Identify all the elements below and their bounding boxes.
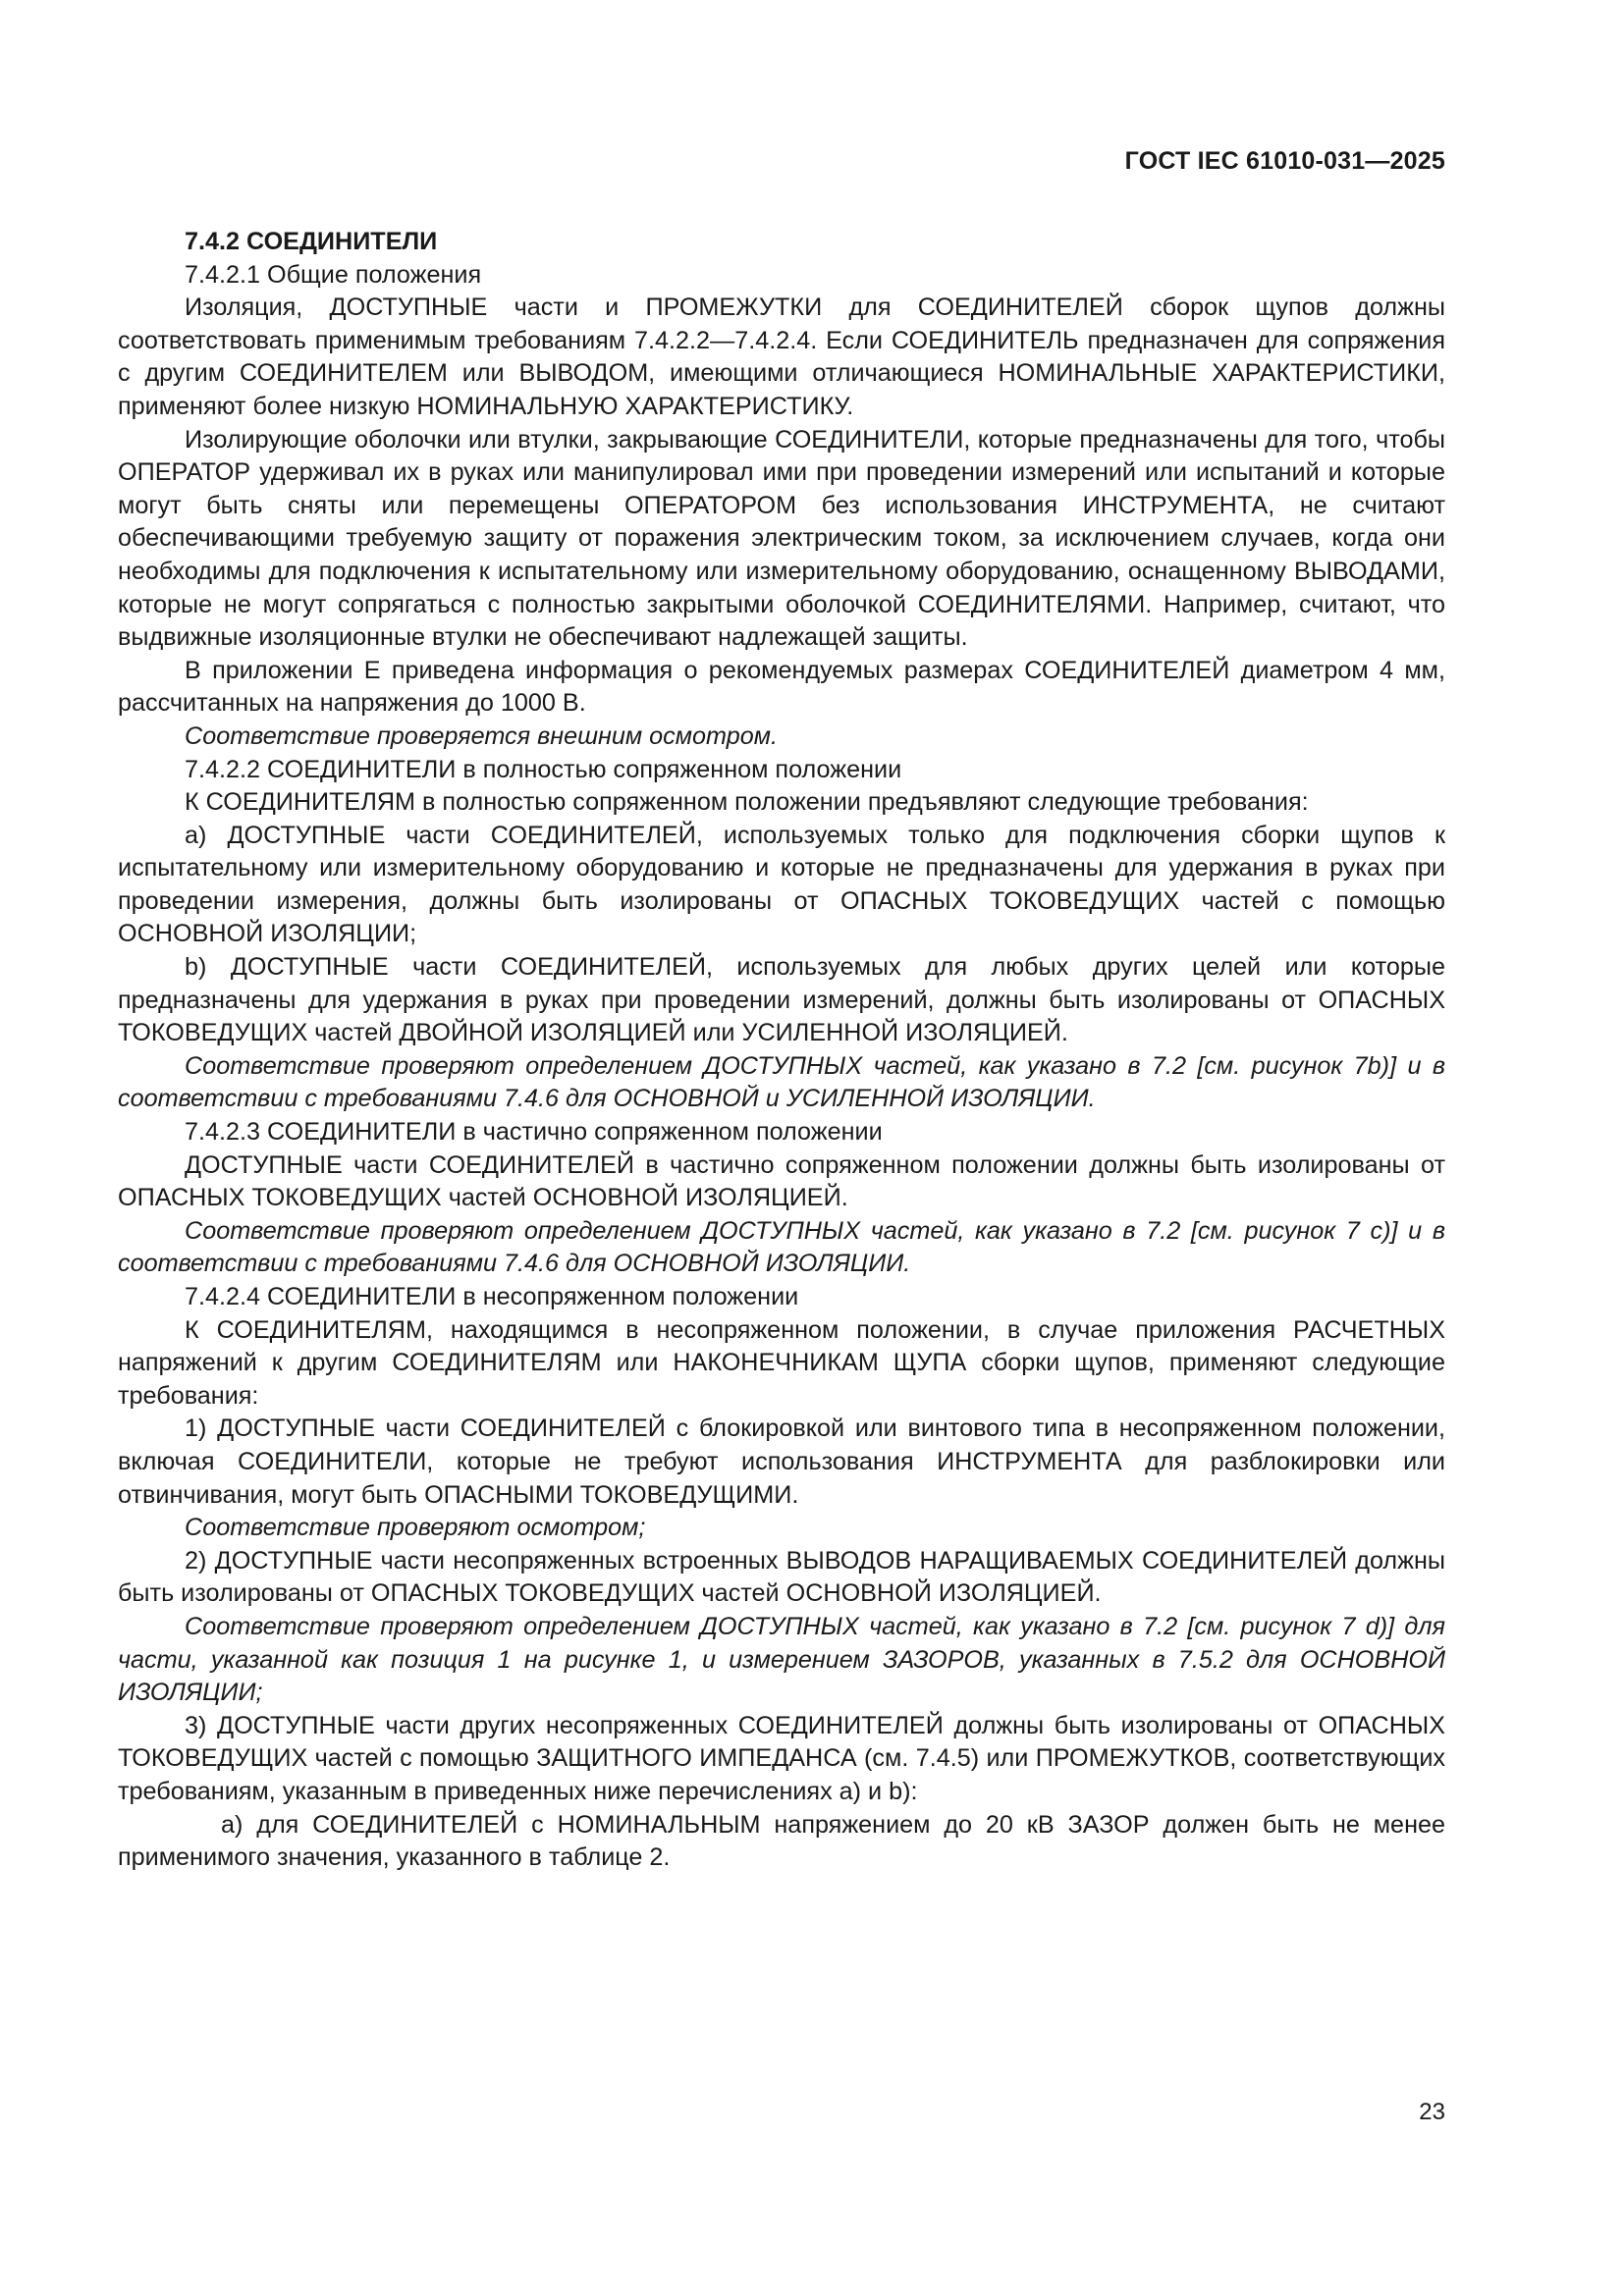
body-paragraph: Изоляция, ДОСТУПНЫЕ части и ПРОМЕЖУТКИ для СОЕДИНИТЕЛЕЙ сборок щупов должны соответствовать применимым требованиям 7.4.2.2—7.4.2.4. Если СОЕДИНИТЕЛЬ предназначен для сопряжения с другим СОЕДИНИТЕЛЕМ или ВЫВОДОМ, имеющими отличающиеся НОМИНАЛЬНЫЕ ХАРАКТЕРИСТИКИ, применяют более низкую НОМИНАЛЬНУЮ ХАРАКТЕРИСТИКУ.: [118, 294, 1445, 420]
body-paragraph: Изолирующие оболочки или втулки, закрывающие СОЕДИНИТЕЛИ, которые предназначены для того, чтобы ОПЕРАТОР удерживал их в руках или манипулировал ими при проведении измерений или испытаний и которые могут быть сняты или перемещены ОПЕРАТОРОМ без использования ИНСТРУМЕНТА, не считают обеспечивающими требуемую защиту от поражения электрическим током, за исключением случаев, когда они необходимы для подключения к испытательному или измерительному оборудованию, оснащенному ВЫВОДАМИ, которые не могут сопрягаться с полностью закрытыми оболочкой СОЕДИНИТЕЛЯМИ. Например, считают, что выдвижные изоляционные втулки не обеспечивают надлежащей защиты.: [118, 425, 1445, 652]
list-item: 3) ДОСТУПНЫЕ части других несопряженных СОЕДИНИТЕЛЕЙ должны быть изолированы от ОПАСНЫХ ТОКОВЕДУЩИХ частей с помощью ЗАЩИТНОГО ИМПЕДАНСА (см. 7.4.5) или ПРОМЕЖУТКОВ, соответствующих требованиям, указанным в приведенных ниже перечислениях а) и b):: [118, 1711, 1445, 1805]
list-item: b) ДОСТУПНЫЕ части СОЕДИНИТЕЛЕЙ, используемых для любых других целей или которые предназначены для удержания в руках при проведении измерений, должны быть изолированы от ОПАСНЫХ ТОКОВЕДУЩИХ частей ДВОЙНОЙ ИЗОЛЯЦИЕЙ или УСИЛЕННОЙ ИЗОЛЯЦИЕЙ.: [118, 953, 1445, 1047]
list-item: 1) ДОСТУПНЫЕ части СОЕДИНИТЕЛЕЙ с блокировкой или винтового типа в несопряженном положении, включая СОЕДИНИТЕЛИ, которые не требуют использования ИНСТРУМЕНТА для разблокировки или отвинчивания, могут быть ОПАСНЫМИ ТОКОВЕДУЩИМИ.: [118, 1415, 1445, 1509]
page-number: 23: [1419, 2099, 1445, 2125]
subsection-heading: 7.4.2.4 СОЕДИНИТЕЛИ в несопряженном положении: [185, 1283, 799, 1310]
compliance-note: Соответствие проверяют осмотром;: [185, 1514, 646, 1542]
compliance-note: Соответствие проверяют определением ДОСТУПНЫХ частей, как указано в 7.2 [см. рисунок 7b)] и в соответствии с требованиями 7.4.6 для ОСНОВНОЙ и УСИЛЕННОЙ ИЗОЛЯЦИИ.: [118, 1051, 1445, 1113]
body-paragraph: ДОСТУПНЫЕ части СОЕДИНИТЕЛЕЙ в частично сопряженном положении должны быть изолированы от ОПАСНЫХ ТОКОВЕДУЩИХ частей ОСНОВНОЙ ИЗОЛЯЦИЕЙ.: [118, 1150, 1445, 1212]
sub-list-item: а) для СОЕДИНИТЕЛЕЙ с НОМИНАЛЬНЫМ напряжением до 20 кВ ЗАЗОР должен быть не менее применимого значения, указанного в таблице 2.: [118, 1810, 1445, 1872]
page-body: [118, 226, 1445, 1875]
body-paragraph: В приложении Е приведена информация о рекомендуемых размерах СОЕДИНИТЕЛЕЙ диаметром 4 мм, рассчитанных на напряжения до 1000 В.: [118, 656, 1445, 718]
standard-header: ГОСТ IEC 61010-031—2025: [1124, 147, 1445, 175]
subsection-heading: 7.4.2.3 СОЕДИНИТЕЛИ в частично сопряженном положении: [185, 1118, 883, 1147]
list-item: a) ДОСТУПНЫЕ части СОЕДИНИТЕЛЕЙ, используемых только для подключения сборки щупов к испытательному или измерительному оборудованию и которые не предназначены для удержания в руках при проведении измерения, должны быть изолированы от ОПАСНЫХ ТОКОВЕДУЩИХ частей с помощью ОСНОВНОЙ ИЗОЛЯЦИИ;: [118, 821, 1445, 948]
compliance-note: Соответствие проверяют определением ДОСТУПНЫХ частей, как указано в 7.2 [см. рисунок 7 d)] для части, указанной как позиция 1 на рисунке 1, и измерением ЗАЗОРОВ, указанных в 7.5.2 для ОСНОВНОЙ ИЗОЛЯЦИИ;: [118, 1612, 1445, 1707]
subsection-heading: 7.4.2.2 СОЕДИНИТЕЛИ в полностью сопряженном положении: [185, 755, 902, 783]
compliance-note: Соответствие проверяют определением ДОСТУПНЫХ частей, как указано в 7.2 [см. рисунок 7 c)] и в соответствии с требованиями 7.4.6 для ОСНОВНОЙ ИЗОЛЯЦИИ.: [118, 1216, 1445, 1278]
compliance-note: Соответствие проверяется внешним осмотром.: [185, 721, 778, 750]
section-heading: 7.4.2 СОЕДИНИТЕЛИ: [185, 228, 438, 255]
subsection-heading: 7.4.2.1 Общие положения: [185, 260, 482, 289]
list-item: 2) ДОСТУПНЫЕ части несопряженных встроенных ВЫВОДОВ НАРАЩИВАЕМЫХ СОЕДИНИТЕЛЕЙ должны быть изолированы от ОПАСНЫХ ТОКОВЕДУЩИХ частей ОСНОВНОЙ ИЗОЛЯЦИЕЙ.: [118, 1546, 1445, 1608]
body-paragraph: К СОЕДИНИТЕЛЯМ, находящимся в несопряженном положении, в случае приложения РАСЧЕТНЫХ напряжений к другим СОЕДИНИТЕЛЯМ или НАКОНЕЧНИКАМ ЩУПА сборки щупов, применяют следующие требования:: [118, 1315, 1445, 1410]
body-paragraph: К СОЕДИНИТЕЛЯМ в полностью сопряженном положении предъявляют следующие требования:: [185, 788, 1309, 817]
